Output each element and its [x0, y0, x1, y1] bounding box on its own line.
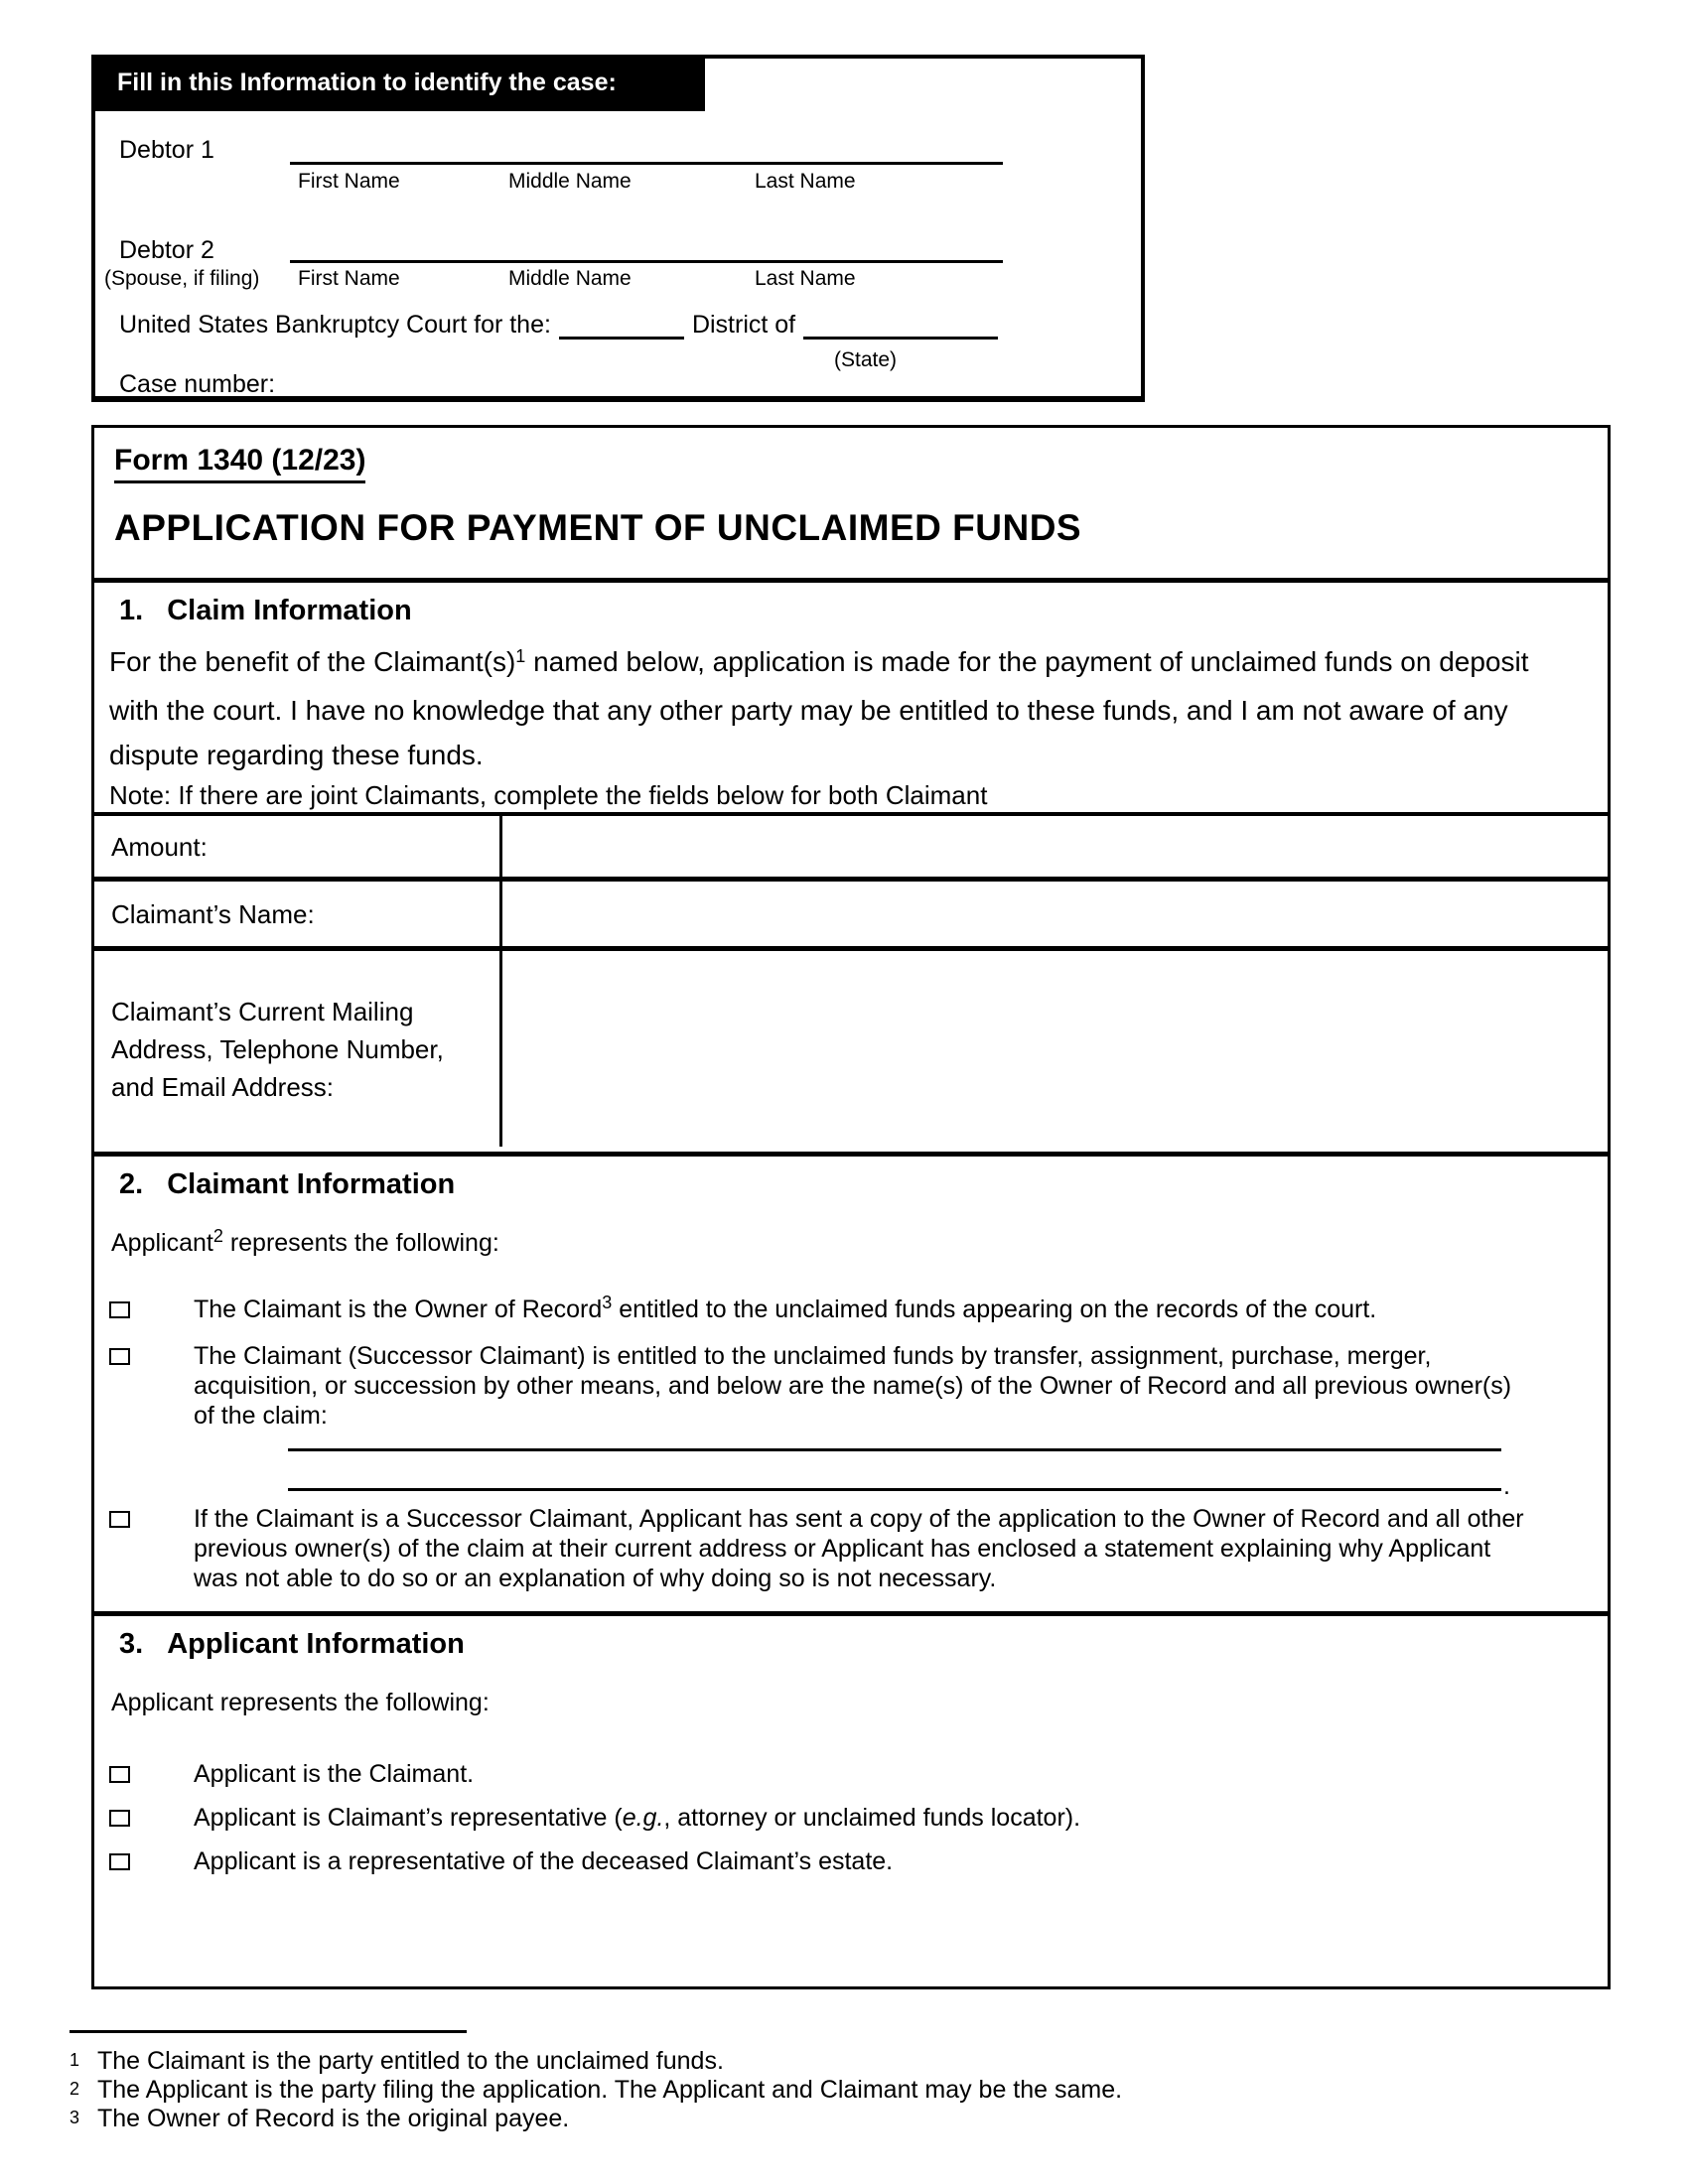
section3-number: 3.	[119, 1628, 144, 1660]
applicant-is-claimant-option	[109, 1759, 1608, 1789]
successor-claimant-option-text: The Claimant (Successor Claimant) is entitled to the unclaimed funds by transfer, assignment, purchase, merger, acquisition, or succession by other means, and below are the name(s) of the Owner of Record and all previous owner(s) of the claim:	[194, 1342, 1512, 1430]
table-row-claimant-address	[94, 951, 1608, 1147]
applicant-is-claimant-checkbox[interactable]	[109, 1766, 130, 1783]
claim-table	[94, 812, 1608, 1147]
debtor2-middle-name-label: Middle Name	[508, 267, 632, 290]
representative-text-1: Applicant is Claimant’s representative (	[194, 1804, 623, 1832]
case-id-header-text: Fill in this Information to identify the case:	[117, 68, 617, 96]
owner-of-record-checkbox[interactable]	[109, 1301, 130, 1318]
case-identification-box	[91, 55, 1145, 402]
table-row-amount	[94, 816, 1608, 882]
section-claim-information	[94, 578, 1608, 1152]
court-state-blank[interactable]	[803, 312, 998, 340]
section-claimant-information	[94, 1152, 1608, 1611]
table-row-claimant-name	[94, 882, 1608, 951]
debtor1-first-name-label: First Name	[298, 170, 400, 193]
amount-value-cell[interactable]	[502, 816, 1608, 877]
applicant-is-representative-checkbox[interactable]	[109, 1810, 130, 1827]
footnote-2-number: 2	[70, 2079, 80, 2099]
court-district-blank[interactable]	[559, 312, 684, 340]
debtor1-label: Debtor 1	[119, 136, 214, 164]
notice-sent-option	[109, 1504, 1608, 1593]
applicant-represents-line-2: Applicant represents the following:	[111, 1689, 490, 1716]
state-label: (State)	[834, 348, 898, 371]
debtor1-name-line[interactable]	[290, 162, 1003, 165]
footnote-3-number: 3	[70, 2108, 80, 2127]
footnote-2	[70, 2076, 1122, 2105]
section3-heading	[94, 1616, 1608, 1661]
amount-label: Amount:	[94, 816, 502, 877]
representative-text-italic: e.g.	[622, 1804, 664, 1832]
footnote-1-number: 1	[70, 2050, 80, 2070]
footnote-1	[70, 2047, 1122, 2076]
debtor2-last-name-label: Last Name	[755, 267, 856, 290]
owner-of-record-option-text	[194, 1295, 1534, 1326]
footnote-1-text: The Claimant is the party entitled to the unclaimed funds.	[97, 2047, 724, 2075]
claim-intro-text-2: named below, application is made for the payment of unclaimed funds on deposit with the court. I have no knowledge that any other party may be entitled to these funds, and I am not aware of any dispute regarding these funds.	[109, 646, 1529, 770]
case-number-label: Case number:	[119, 370, 276, 398]
claimant-name-value-cell[interactable]	[502, 882, 1608, 946]
previous-owners-line-1-row	[288, 1448, 1608, 1451]
successor-claimant-option	[109, 1341, 1608, 1431]
applicant-is-representative-text	[194, 1803, 1534, 1833]
claimant-address-label: Claimant’s Current Mailing Address, Telephone Number, and Email Address:	[94, 951, 502, 1147]
footnote-separator	[70, 2030, 467, 2033]
section1-title: Claim Information	[167, 595, 412, 626]
applicant-intro-text-2: represents the following:	[222, 1229, 499, 1257]
footnote-ref-3: 3	[602, 1293, 613, 1312]
applicant-represents-line	[111, 1226, 1608, 1258]
debtor2-spouse-label: (Spouse, if filing)	[104, 267, 260, 290]
district-of-label: District of	[691, 311, 796, 339]
claim-intro-paragraph	[109, 639, 1579, 777]
section2-number: 2.	[119, 1168, 144, 1200]
joint-claimants-note: Note: If there are joint Claimants, complete the fields below for both Claimant	[109, 780, 988, 810]
successor-claimant-checkbox[interactable]	[109, 1348, 130, 1365]
footnote-3-text: The Owner of Record is the original payee.	[97, 2105, 570, 2132]
form-number: Form 1340 (12/23)	[114, 444, 365, 483]
applicant-is-representative-option	[109, 1803, 1608, 1833]
court-prefix-label: United States Bankruptcy Court for the:	[119, 311, 551, 339]
owner-of-record-option	[109, 1295, 1608, 1326]
footnote-2-text: The Applicant is the party filing the application. The Applicant and Claimant may be the same.	[97, 2076, 1123, 2104]
case-id-header-bar	[91, 55, 705, 111]
line-terminator-period: .	[1503, 1472, 1510, 1500]
previous-owners-line-2-row	[288, 1472, 1608, 1500]
applicant-is-estate-rep-text: Applicant is a representative of the deceased Claimant’s estate.	[194, 1847, 894, 1875]
debtor2-first-name-label: First Name	[298, 267, 400, 290]
section3-title: Applicant Information	[167, 1628, 465, 1660]
form-title: APPLICATION FOR PAYMENT OF UNCLAIMED FUNDS	[114, 507, 1082, 548]
section2-title: Claimant Information	[167, 1168, 456, 1200]
debtor2-name-line[interactable]	[290, 260, 1003, 263]
owner-option-text-1: The Claimant is the Owner of Record	[194, 1296, 603, 1323]
section2-heading	[94, 1157, 1608, 1201]
representative-text-2: , attorney or unclaimed funds locator).	[663, 1804, 1081, 1832]
notice-sent-checkbox[interactable]	[109, 1511, 130, 1528]
applicant-is-estate-rep-checkbox[interactable]	[109, 1853, 130, 1870]
claim-intro-text-1: For the benefit of the Claimant(s)	[109, 646, 516, 677]
footnote-3	[70, 2105, 1122, 2133]
claimant-name-label: Claimant’s Name:	[94, 882, 502, 946]
owner-option-text-2: entitled to the unclaimed funds appearing on the records of the court.	[612, 1296, 1377, 1323]
previous-owners-line-2[interactable]	[288, 1488, 1501, 1491]
applicant-is-estate-rep-option	[109, 1846, 1608, 1876]
debtor1-last-name-label: Last Name	[755, 170, 856, 193]
section1-number: 1.	[119, 595, 144, 626]
section-applicant-information	[94, 1611, 1608, 1986]
court-line	[119, 311, 998, 340]
claimant-address-value-cell[interactable]	[502, 951, 1608, 1147]
notice-sent-option-text: If the Claimant is a Successor Claimant, Applicant has sent a copy of the application to the Owner of Record and all other previous owner(s) of the claim at their current address or Applicant has enclosed a statement explaining why Applicant was not able to do so or an explanation of why doing so is not necessary.	[194, 1505, 1524, 1592]
form-1340-box	[91, 425, 1611, 1989]
previous-owners-line-1[interactable]	[288, 1448, 1501, 1451]
form-header	[94, 428, 1608, 578]
debtor1-middle-name-label: Middle Name	[508, 170, 632, 193]
footnotes	[70, 2047, 1122, 2133]
section1-heading	[94, 583, 1608, 627]
applicant-is-claimant-text: Applicant is the Claimant.	[194, 1760, 475, 1788]
footnote-ref-1: 1	[515, 646, 526, 666]
applicant-intro-text: Applicant	[111, 1229, 213, 1257]
footnote-ref-2: 2	[212, 1226, 223, 1246]
debtor2-label: Debtor 2	[119, 236, 214, 264]
case-number-field[interactable]	[304, 366, 999, 400]
